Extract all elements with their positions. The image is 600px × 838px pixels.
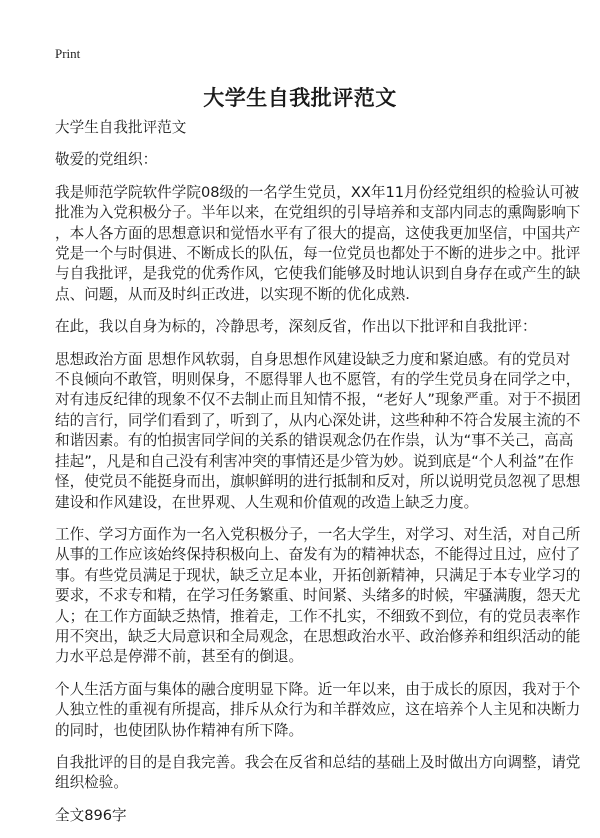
paragraph <box>55 150 555 170</box>
text-line: 全文896字 <box>55 806 127 824</box>
paragraph <box>55 317 555 337</box>
text-line: 和谐因素。有的怕损害同学间的关系的错误观念仍在作祟，认为“事不关己，高高 <box>55 432 574 450</box>
text-line: 党是一个与时俱进、不断成长的队伍，每一位党员也都处于不断的进步之中。批评 <box>55 245 581 263</box>
paragraph <box>55 753 581 794</box>
text-line: 怪，使党员不能挺身而出，旗帜鲜明的进行抵制和反对，所以说明党员忽视了思想 <box>55 473 581 491</box>
text-line: 要求，不求专和精，在学习任务繁重、时间紧、头绪多的时候，牢骚满腹，怨天尤 <box>55 587 581 605</box>
text-line: 工作、学习方面作为一名入党积极分子，一名大学生，对学习、对生活，对自己所 <box>55 525 581 543</box>
text-line: 事。有些党员满足于现状，缺乏立足本业，开拓创新精神，只满足于本专业学习的 <box>55 566 581 584</box>
text-line: 人独立性的重视有所提高，排斥从众行为和羊群效应，这在培养个人主见和决断力 <box>55 701 581 719</box>
text-line: 不良倾向不敢管，明则保身，不愿得罪人也不愿管，有的学生党员身在同学之中， <box>55 371 581 389</box>
text-line: 组织检验。 <box>55 774 128 792</box>
text-line: 人；在工作方面缺乏热情，推着走，工作不扎实，不细致不到位，有的党员表率作 <box>55 607 581 625</box>
paragraph <box>55 183 581 305</box>
paragraph <box>55 350 581 513</box>
paragraph <box>55 680 581 741</box>
text-line: 从事的工作应该始终保持积极向上、奋发有为的精神状态，不能得过且过，应付了 <box>55 546 581 564</box>
text-line: 我是师范学院软件学院08级的一名学生党员，XX年11月份经党组织的检验认可被 <box>55 183 580 201</box>
document-title: 大学生自我批评范文 <box>203 86 397 110</box>
paragraph <box>55 118 555 138</box>
document-body <box>55 118 581 838</box>
text-line: 用不突出，缺乏大局意识和全局观念，在思想政治水平、政治修养和组织活动的能 <box>55 627 581 645</box>
text-line: 对有违反纪律的现象不仅不去制止而且知情不报，“老好人”现象严重。对于不损团 <box>55 391 581 409</box>
text-line: 的同时，也使团队协作精神有所下降。 <box>55 721 304 739</box>
text-line: 结的言行，同学们看到了，听到了，从内心深处讲，这些种种不符合发展主流的不 <box>55 411 581 429</box>
text-line: 力水平总是停滞不前，甚至有的倒退。 <box>55 648 304 666</box>
text-line: 自我批评的目的是自我完善。我会在反省和总结的基础上及时做出方向调整，请党 <box>55 753 581 771</box>
print-link[interactable]: Print <box>55 46 81 61</box>
paragraph <box>55 525 581 668</box>
text-line: 与自我批评，是我党的优秀作风，它使我们能够及时地认识到自身存在或产生的缺 <box>55 265 581 283</box>
text-line: 大学生自我批评范文 <box>55 119 187 136</box>
text-line: 点、问题，从而及时纠正改进，以实现不断的优化成熟. <box>55 285 410 303</box>
text-line: 思想政治方面 思想作风软弱，自身思想作风建设缺乏力度和紧迫感。有的党员对 <box>55 350 571 368</box>
text-line: 建设和作风建设，在世界观、人生观和价值观的改造上缺乏力度。 <box>55 493 479 511</box>
text-line: 在此，我以自身为标的，冷静思考，深刻反省，作出以下批评和自我批评： <box>55 318 537 336</box>
text-line: 批准为入党积极分子。半年以来，在党组织的引导培养和支部内同志的熏陶影响下 <box>55 204 581 222</box>
text-line: 挂起”，凡是和自己没有利害冲突的事情还是少管为妙。说到底是“个人利益”在作 <box>55 452 574 470</box>
text-line: 敬爱的党组织： <box>55 151 158 169</box>
text-line: 个人生活方面与集体的融合度明显下降。近一年以来，由于成长的原因，我对于个 <box>55 680 581 698</box>
paragraph <box>55 806 555 826</box>
text-line: ，本人各方面的思想意识和觉悟水平有了很大的提高，这使我更加坚信，中国共产 <box>55 224 581 242</box>
